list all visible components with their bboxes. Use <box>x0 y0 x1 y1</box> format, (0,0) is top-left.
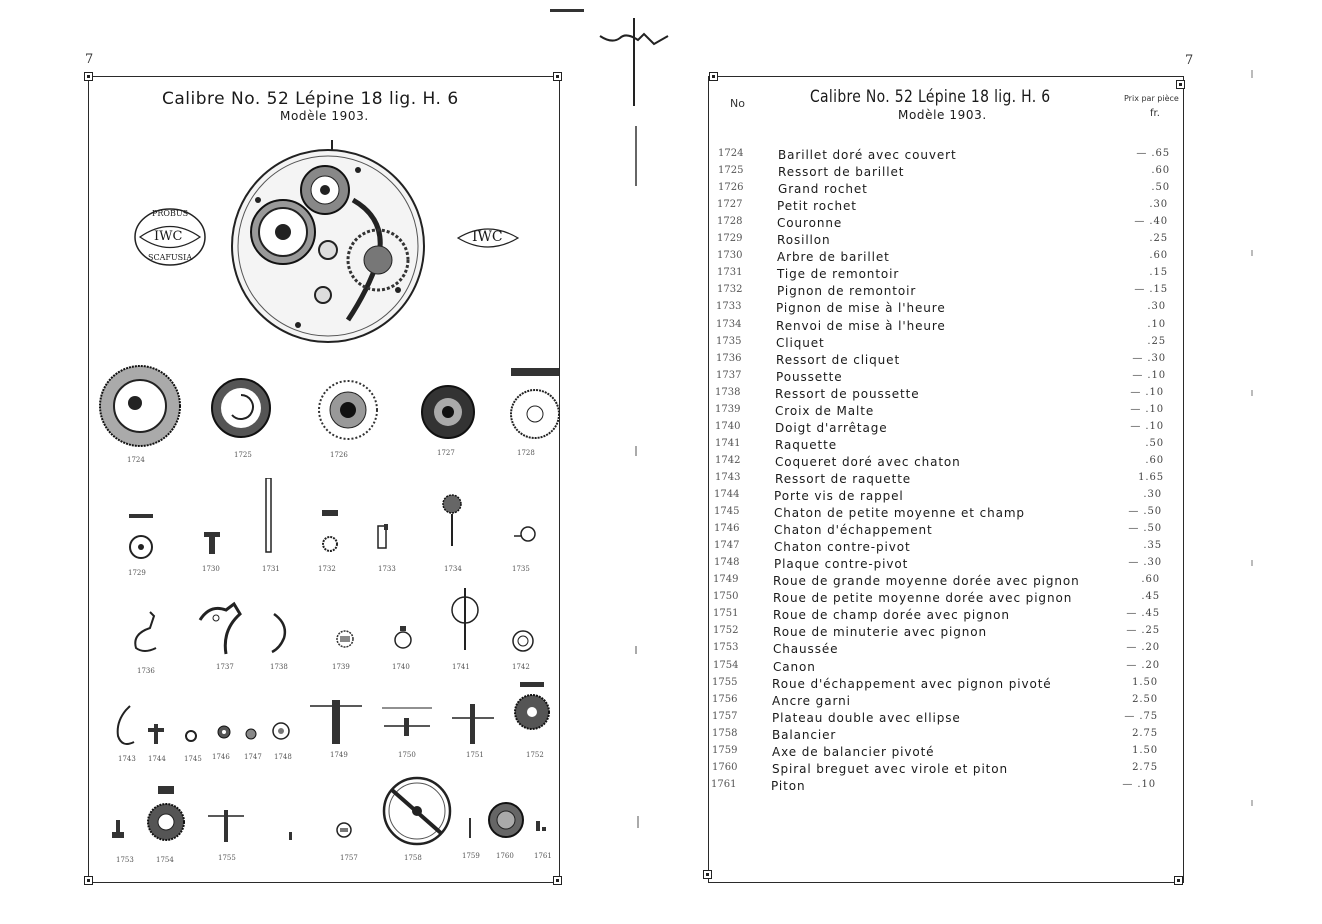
price-list-row <box>714 540 1164 557</box>
part-price: .45 <box>1141 591 1160 603</box>
part-number: 1760 <box>712 761 738 773</box>
part-number: 1741 <box>715 437 741 449</box>
part-price: — .10 <box>1122 778 1156 790</box>
part-name: Axe de balancier pivoté <box>772 744 935 759</box>
part-label: 1761 <box>534 852 552 860</box>
part-price: .25 <box>1149 233 1168 245</box>
part-price: — .65 <box>1136 148 1170 159</box>
part-price: .25 <box>1147 335 1166 347</box>
part-number: 1758 <box>712 727 738 739</box>
column-header-price: Prix par pièce <box>1124 94 1179 103</box>
price-list-row <box>717 284 1167 301</box>
part-label: 1728 <box>517 449 535 457</box>
part-price: .50 <box>1145 437 1164 449</box>
part-price: .30 <box>1147 301 1166 313</box>
part-price: .30 <box>1143 489 1162 500</box>
part-drawing <box>210 373 272 447</box>
part-number: 1732 <box>717 284 743 296</box>
part-price: .10 <box>1147 318 1166 330</box>
part-name: Roue de grande moyenne dorée avec pignon <box>773 574 1080 589</box>
part-name: Chaton contre-pivot <box>774 540 911 555</box>
part-name: Balancier <box>772 727 837 742</box>
part-label: 1754 <box>156 856 174 864</box>
part-price: 2.75 <box>1132 727 1158 739</box>
part-name: Renvoi de mise à l'heure <box>776 318 946 333</box>
price-list-row <box>718 182 1168 199</box>
part-label: 1759 <box>462 852 480 860</box>
part-drawing <box>374 524 394 556</box>
part-number: 1754 <box>713 659 739 671</box>
part-number: 1749 <box>713 574 739 586</box>
part-label: 1737 <box>216 663 234 671</box>
part-name: Poussette <box>776 369 843 384</box>
part-price: 2.50 <box>1132 693 1158 705</box>
part-price: .60 <box>1151 165 1170 177</box>
part-number: 1740 <box>715 420 741 432</box>
part-label: 1757 <box>340 854 358 862</box>
price-list-row <box>714 489 1164 506</box>
part-drawing <box>380 704 434 742</box>
part-number: 1747 <box>714 540 740 552</box>
price-list-row <box>715 455 1165 472</box>
part-price: — .20 <box>1126 642 1160 654</box>
right-page-number: 7 <box>1185 53 1194 68</box>
part-number: 1745 <box>714 506 740 518</box>
part-drawing <box>534 818 548 837</box>
right-page-title: Calibre No. 52 Lépine 18 lig. H. 6 <box>810 87 1051 107</box>
part-drawing <box>420 383 476 445</box>
part-name: Tige de remontoir <box>777 267 900 282</box>
price-list-row <box>713 574 1163 591</box>
part-label: 1732 <box>318 565 336 573</box>
part-number: 1737 <box>716 369 742 381</box>
part-name: Ressort de raquette <box>775 471 912 486</box>
probus-scafusia-logo <box>132 206 208 268</box>
part-price: 1.50 <box>1132 676 1158 688</box>
part-label: 1743 <box>118 755 136 763</box>
part-label: 1729 <box>128 569 146 577</box>
part-drawing <box>486 800 526 844</box>
part-label: 1731 <box>262 565 280 573</box>
price-list-row <box>716 353 1166 370</box>
part-label: 1740 <box>392 663 410 671</box>
logo-bottom-text: SCAFUSIA <box>148 253 193 262</box>
price-list-row <box>717 233 1167 250</box>
part-drawing <box>262 478 276 558</box>
part-number: 1744 <box>714 489 740 500</box>
part-price: — .10 <box>1130 386 1164 398</box>
part-price: — .15 <box>1134 284 1168 296</box>
part-price: — .10 <box>1132 369 1166 381</box>
part-price: — .75 <box>1124 710 1158 722</box>
column-header-no: No <box>730 97 745 110</box>
part-drawing <box>268 610 292 658</box>
part-number: 1739 <box>715 403 741 415</box>
price-list-row <box>713 591 1163 608</box>
part-drawing <box>202 528 222 560</box>
part-price: .60 <box>1149 250 1168 262</box>
part-drawing <box>334 628 356 654</box>
price-list-row <box>716 319 1166 336</box>
left-page-title: Calibre No. 52 Lépine 18 lig. H. 6 <box>162 89 459 109</box>
part-label: 1753 <box>116 856 134 864</box>
part-name: Chaussée <box>773 642 839 657</box>
part-label: 1734 <box>444 565 462 573</box>
part-label: 1749 <box>330 751 348 759</box>
part-drawing <box>450 700 496 750</box>
part-number: 1753 <box>713 642 739 654</box>
part-name: Barillet doré avec couvert <box>778 148 957 162</box>
part-name: Rosillon <box>777 233 831 248</box>
part-number: 1742 <box>715 454 741 466</box>
frame-corner <box>84 72 93 81</box>
price-list-row <box>716 301 1166 318</box>
part-drawing <box>97 363 183 453</box>
part-name: Couronne <box>777 216 843 231</box>
part-name: Porte vis de rappel <box>774 489 904 503</box>
price-list-row <box>712 762 1162 779</box>
part-number: 1759 <box>712 744 738 756</box>
part-label: 1751 <box>466 751 484 759</box>
price-list-row <box>713 625 1163 642</box>
part-name: Ressort de poussette <box>775 386 920 401</box>
part-label: 1739 <box>332 663 350 671</box>
part-drawing <box>146 722 166 750</box>
part-number: 1755 <box>712 676 738 688</box>
price-list-row <box>712 711 1162 728</box>
part-drawing <box>196 600 244 662</box>
part-label: 1746 <box>212 753 230 761</box>
part-name: Piton <box>771 778 806 793</box>
price-list-row <box>715 421 1165 438</box>
part-drawing <box>270 720 292 746</box>
price-list-row <box>712 745 1162 762</box>
part-label: 1730 <box>202 565 220 573</box>
part-price: 1.65 <box>1138 471 1164 483</box>
part-price: — .25 <box>1126 625 1160 637</box>
part-drawing <box>510 628 536 658</box>
part-drawing <box>318 508 342 558</box>
frame-corner <box>703 870 712 879</box>
part-label: 1745 <box>184 755 202 763</box>
part-number: 1731 <box>717 267 743 279</box>
part-number: 1727 <box>717 199 743 211</box>
price-list-row <box>713 660 1163 677</box>
frame-corner <box>84 876 93 885</box>
part-drawing <box>380 774 454 852</box>
part-price: — .45 <box>1126 608 1160 620</box>
part-drawing <box>308 696 364 750</box>
left-page-subtitle: Modèle 1903. <box>280 109 369 123</box>
part-drawing <box>288 826 294 845</box>
part-name: Croix de Malte <box>775 403 875 418</box>
part-number: 1756 <box>712 693 738 705</box>
price-list-row <box>716 370 1166 387</box>
part-label: 1742 <box>512 663 530 671</box>
price-list-row <box>712 677 1162 694</box>
part-name: Ancre garni <box>772 693 851 708</box>
part-drawing <box>466 816 474 844</box>
price-list-row <box>717 216 1167 233</box>
left-page-number: 7 <box>85 52 94 67</box>
part-number: 1734 <box>716 318 742 330</box>
part-number: 1735 <box>716 335 742 347</box>
part-price: 1.50 <box>1132 744 1158 756</box>
part-name: Pignon de mise à l'heure <box>776 301 946 316</box>
part-name: Roue de minuterie avec pignon <box>773 625 988 640</box>
part-drawing <box>206 808 246 848</box>
part-price: .60 <box>1145 454 1164 466</box>
logo-top-text: PROBUS <box>152 209 189 218</box>
part-name: Petit rochet <box>777 199 857 214</box>
part-name: Spiral breguet avec virole et piton <box>772 761 1009 776</box>
part-drawing <box>216 724 232 744</box>
part-price: .30 <box>1149 199 1168 211</box>
price-list-row <box>717 250 1167 267</box>
part-name: Plateau double avec ellipse <box>772 710 961 725</box>
part-label: 1725 <box>234 451 252 459</box>
part-price: — .50 <box>1128 523 1162 535</box>
price-list-row <box>717 199 1167 216</box>
part-label: 1748 <box>274 753 292 761</box>
part-name: Cliquet <box>776 335 825 350</box>
part-price: .35 <box>1143 540 1162 552</box>
part-label: 1752 <box>526 751 544 759</box>
part-number: 1750 <box>713 591 739 603</box>
part-number: 1725 <box>718 165 744 177</box>
part-number: 1743 <box>715 471 741 483</box>
part-price: .15 <box>1149 267 1168 279</box>
part-drawing <box>512 680 552 736</box>
part-label: 1733 <box>378 565 396 573</box>
part-name: Ressort de cliquet <box>776 352 901 367</box>
iwc-logo <box>455 222 521 254</box>
part-price: .50 <box>1151 182 1170 194</box>
part-label: 1726 <box>330 451 348 459</box>
part-drawing <box>126 512 156 566</box>
price-list-row <box>716 336 1166 353</box>
part-name: Roue d'échappement avec pignon pivoté <box>772 676 1052 691</box>
part-number: 1751 <box>713 608 739 620</box>
part-number: 1726 <box>718 182 744 194</box>
part-label: 1755 <box>218 854 236 862</box>
part-name: Chaton de petite moyenne et champ <box>774 506 1025 521</box>
page-edge-marks <box>1246 60 1258 884</box>
column-header-currency: fr. <box>1150 108 1160 119</box>
price-list-row <box>715 387 1165 404</box>
part-label: 1738 <box>270 663 288 671</box>
part-name: Roue de petite moyenne dorée avec pignon <box>773 591 1073 606</box>
part-number: 1733 <box>716 301 742 313</box>
price-list-row <box>712 694 1162 711</box>
part-drawing <box>334 820 354 844</box>
part-label: 1736 <box>137 667 155 675</box>
part-name: Plaque contre-pivot <box>774 557 909 572</box>
price-list-row <box>714 506 1164 523</box>
part-drawing <box>112 702 142 754</box>
part-price: 2.75 <box>1132 761 1158 773</box>
part-drawing <box>126 608 160 658</box>
part-label: 1758 <box>404 854 422 862</box>
price-list-row <box>718 148 1168 165</box>
part-label: 1750 <box>398 751 416 759</box>
iwc-logo-text: IWC <box>472 229 503 245</box>
part-name: Arbre de barillet <box>777 250 890 265</box>
part-name: Pignon de remontoir <box>777 284 917 299</box>
part-price: — .40 <box>1134 216 1168 228</box>
part-price: — .20 <box>1126 659 1160 671</box>
part-drawing <box>144 784 188 848</box>
price-list-row <box>712 728 1162 745</box>
part-number: 1757 <box>712 710 738 722</box>
price-list-row <box>715 438 1165 455</box>
part-number: 1724 <box>718 148 744 159</box>
part-drawing <box>512 524 538 548</box>
part-name: Ressort de barillet <box>778 165 905 180</box>
part-name: Grand rochet <box>778 182 868 197</box>
price-list-row <box>715 472 1165 489</box>
price-list-row <box>717 267 1167 284</box>
part-drawing <box>450 588 480 656</box>
part-name: Doigt d'arrêtage <box>775 420 888 435</box>
part-drawing <box>392 624 414 656</box>
part-label: 1744 <box>148 755 166 763</box>
frame-corner <box>1174 876 1183 885</box>
frame-corner <box>1176 80 1185 89</box>
part-price: — .30 <box>1128 557 1162 569</box>
part-price: — .30 <box>1132 352 1166 364</box>
part-drawing <box>317 377 379 447</box>
part-number: 1761 <box>711 778 737 790</box>
part-number: 1728 <box>717 216 743 228</box>
right-page-subtitle: Modèle 1903. <box>898 108 987 122</box>
part-name: Raquette <box>775 437 838 452</box>
part-drawing <box>440 492 464 552</box>
part-number: 1729 <box>717 233 743 245</box>
part-label: 1735 <box>512 565 530 573</box>
price-list-row <box>713 608 1163 625</box>
part-drawing <box>244 726 258 745</box>
part-label: 1727 <box>437 449 455 457</box>
part-label: 1741 <box>452 663 470 671</box>
movement-illustration <box>228 140 428 352</box>
frame-corner <box>709 72 718 81</box>
part-name: Chaton d'échappement <box>774 523 933 538</box>
part-label: 1760 <box>496 852 514 860</box>
part-name: Canon <box>773 659 816 674</box>
price-list-row <box>718 165 1168 182</box>
price-list-row <box>714 557 1164 574</box>
price-list-row <box>711 779 1161 796</box>
part-number: 1736 <box>716 352 742 364</box>
part-name: Coqueret doré avec chaton <box>775 454 961 469</box>
logo-center-text: IWC <box>154 229 183 244</box>
part-price: — .10 <box>1130 420 1164 432</box>
part-label: 1724 <box>127 456 145 464</box>
part-number: 1746 <box>714 523 740 535</box>
price-list-row <box>715 404 1165 421</box>
part-number: 1752 <box>713 625 739 637</box>
part-label: 1747 <box>244 753 262 761</box>
part-number: 1730 <box>717 250 743 262</box>
part-price: — .50 <box>1128 506 1162 518</box>
part-price: .60 <box>1141 574 1160 586</box>
part-drawing <box>184 728 198 747</box>
part-number: 1738 <box>715 386 741 398</box>
part-price: — .10 <box>1130 403 1164 415</box>
price-list-row <box>713 642 1163 659</box>
part-drawing <box>110 818 126 846</box>
gutter-binding-mark <box>548 6 678 916</box>
price-list-row <box>714 523 1164 540</box>
part-number: 1748 <box>714 557 740 569</box>
part-name: Roue de champ dorée avec pignon <box>773 608 1010 623</box>
